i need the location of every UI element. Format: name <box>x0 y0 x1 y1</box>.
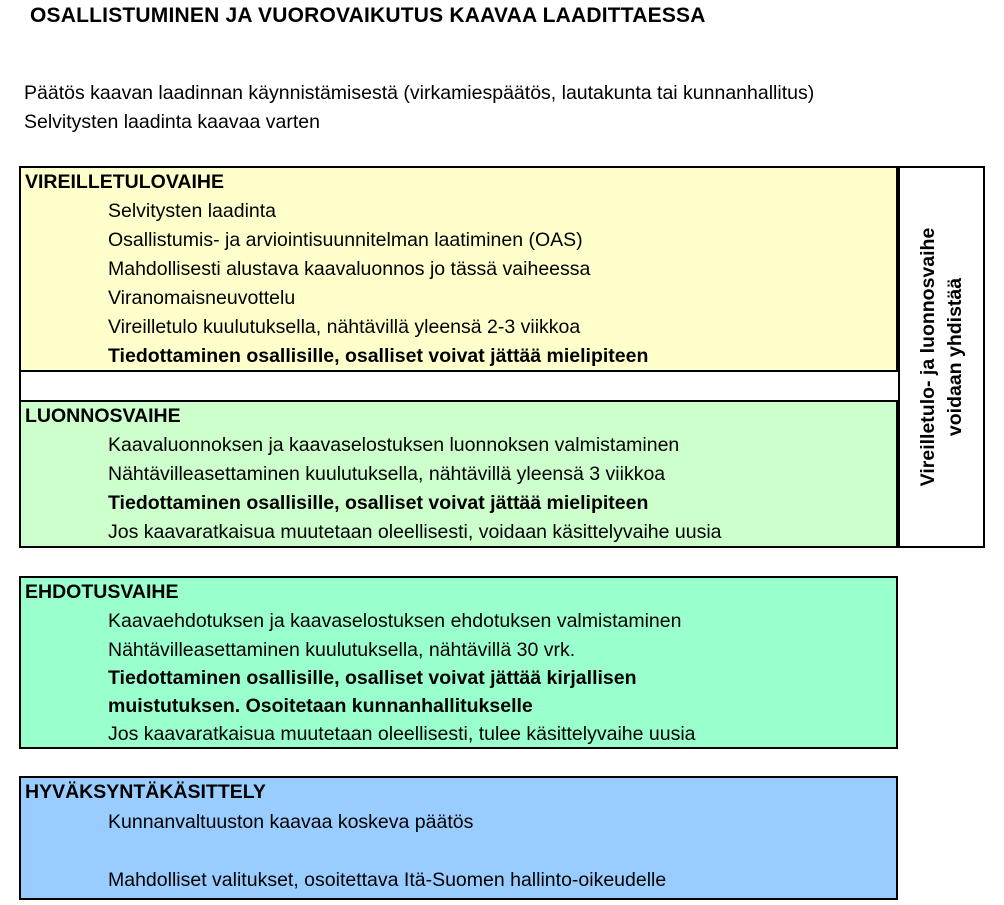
phase-gap <box>19 372 900 400</box>
phase-line: Tiedottaminen osallisille, osalliset voivat jättää mielipiteen <box>108 345 649 367</box>
phase-box-ehdotus <box>19 576 898 749</box>
page-title: OSALLISTUMINEN JA VUOROVAIKUTUS KAAVAA LAADITTAESSA <box>30 4 706 27</box>
phase-line: Tiedottaminen osallisille, osalliset voivat jättää kirjallisen <box>108 667 637 689</box>
phase-line: Viranomaisneuvottelu <box>108 287 296 309</box>
phase-box-luonnos <box>19 400 898 548</box>
side-note-line: Vireilletulo- ja luonnosvaihe <box>916 227 939 487</box>
phase-line: Jos kaavaratkaisua muutetaan oleellisesti, tulee käsittelyvaihe uusia <box>108 723 696 745</box>
phase-box-vireilletulo <box>19 166 898 372</box>
phase-line: Vireilletulo kuulutuksella, nähtävillä yleensä 2-3 viikkoa <box>108 316 581 338</box>
side-note-text <box>915 228 969 487</box>
intro-decision-line: Päätös kaavan laadinnan käynnistämisestä (virkamiespäätös, lautakunta tai kunnanhallitus) <box>24 82 815 104</box>
phase-line: Nähtävilleasettaminen kuulutuksella, nähtävillä yleensä 3 viikkoa <box>108 463 666 485</box>
phase-line: Nähtävilleasettaminen kuulutuksella, nähtävillä 30 vrk. <box>108 639 576 661</box>
phase-line: Selvitysten laadinta <box>108 200 277 222</box>
phase-header: LUONNOSVAIHE <box>25 405 181 427</box>
phase-line: muistutuksen. Osoitetaan kunnanhallitukselle <box>108 695 533 717</box>
phase-line: Kaavaehdotuksen ja kaavaselostuksen ehdotuksen valmistaminen <box>108 610 682 632</box>
phase-line: Kaavaluonnoksen ja kaavaselostuksen luonnoksen valmistaminen <box>108 434 680 456</box>
phase-line: Mahdollisesti alustava kaavaluonnos jo tässä vaiheessa <box>108 258 591 280</box>
phase-line: Jos kaavaratkaisua muutetaan oleellisesti, voidaan käsittelyvaihe uusia <box>108 521 722 543</box>
phase-box-hyvaksynta <box>19 776 898 900</box>
phase-line: Osallistumis- ja arviointisuunnitelman laatiminen (OAS) <box>108 229 583 251</box>
intro-surveys-line: Selvitysten laadinta kaavaa varten <box>24 111 320 133</box>
phase-header: EHDOTUSVAIHE <box>25 581 179 603</box>
phase-line: Kunnanvaltuuston kaavaa koskeva päätös <box>108 811 474 833</box>
side-note-box <box>898 166 985 548</box>
phase-header: VIREILLETULOVAIHE <box>25 171 224 193</box>
phase-line: Tiedottaminen osallisille, osalliset voivat jättää mielipiteen <box>108 492 649 514</box>
phase-header: HYVÄKSYNTÄKÄSITTELY <box>25 781 266 803</box>
phase-line: Mahdolliset valitukset, osoitettava Itä-Suomen hallinto-oikeudelle <box>108 869 667 891</box>
side-note-line: voidaan yhdistää <box>943 277 966 437</box>
